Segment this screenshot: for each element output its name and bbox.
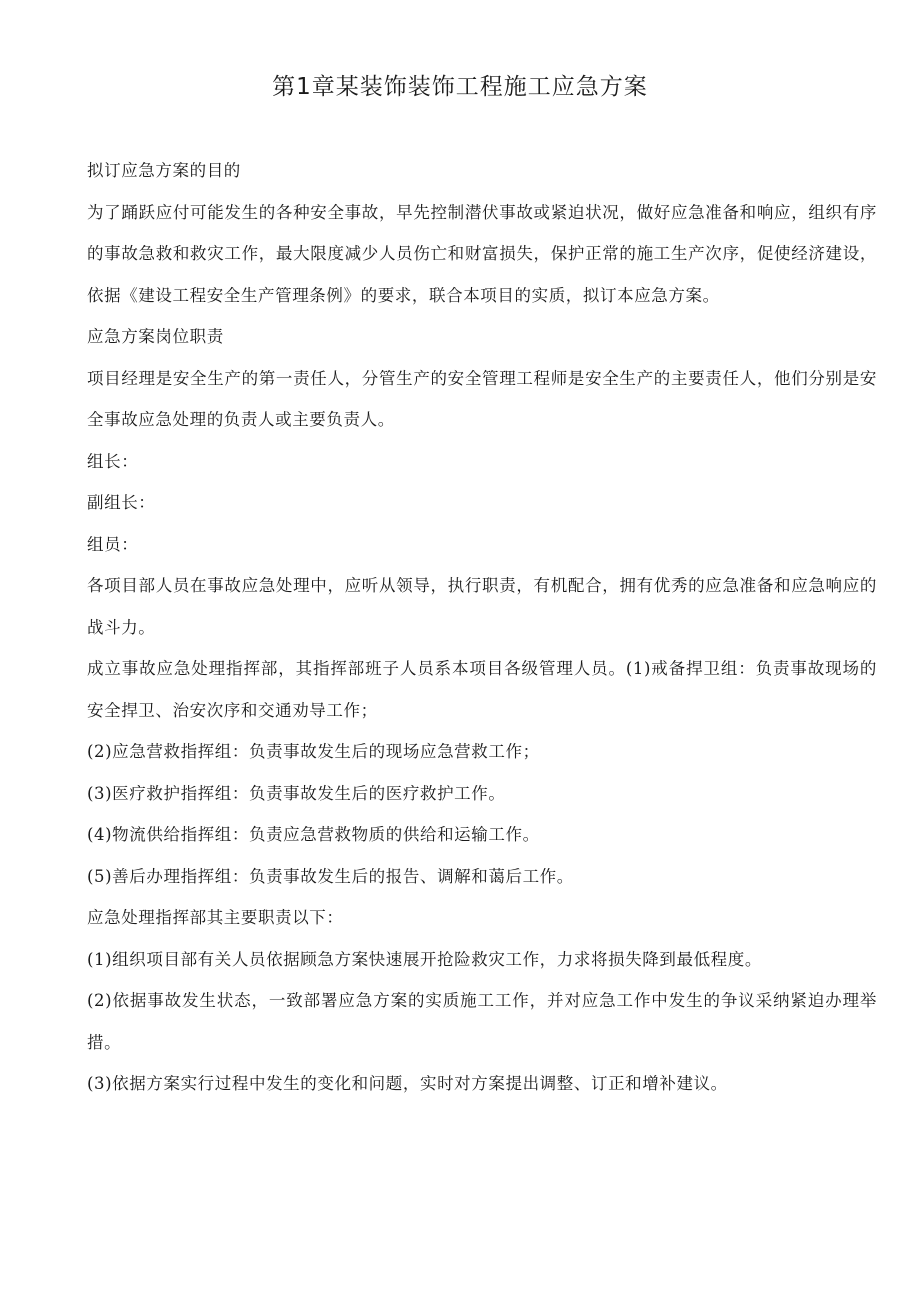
page-title: 第1章某装饰装饰工程施工应急方案	[272, 74, 648, 100]
paragraph-staff-duties: 各项目部人员在事故应急处理中，应听从领导，执行职责，有机配合，拥有优秀的应急准备和应急响应的战斗力。	[87, 576, 877, 637]
list-item-rescue-group: (2)应急营救指挥组：负责事故发生后的现场应急营救工作；	[87, 742, 540, 761]
list-item-duty-3: (3)依据方案实行过程中发生的变化和问题，实时对方案提出调整、订正和增补建议。	[87, 1074, 728, 1093]
paragraph-purpose: 为了踊跃应付可能发生的各种安全事故，早先控制潜伏事故或紧迫状况，做好应急准备和响应，组织有序的事故急救和救灾工作，最大限度减少人员伤亡和财富损失，保护正常的施工生产次序，促使经济建设，依据《建设工程安全生产管理条例》的要求，联合本项目的实质，拟订本应急方案。	[87, 202, 877, 305]
heading-responsibilities: 应急方案岗位职责	[87, 327, 224, 346]
heading-purpose: 拟订应急方案的目的	[87, 161, 241, 180]
heading-command-duties: 应急处理指挥部其主要职责以下：	[87, 908, 344, 927]
list-item-aftermath-group: (5)善后办理指挥组：负责事故发生后的报告、调解和蔼后工作。	[87, 866, 574, 886]
paragraph-command-setup: 成立事故应急处理指挥部，其指挥部班子人员系本项目各级管理人员。(1)戒备捍卫组：负责事故现场的安全捍卫、治安次序和交通劝导工作；	[87, 659, 877, 720]
list-item-duty-2: (2)依据事故发生状态，一致部署应急方案的实质施工工作，并对应急工作中发生的争议采纳紧迫办理举措。	[87, 991, 877, 1052]
label-group-leader: 组长：	[87, 451, 139, 471]
document-body	[87, 150, 877, 1105]
list-item-medical-group: (3)医疗救护指挥组：负责事故发生后的医疗救护工作。	[87, 783, 506, 803]
label-members: 组员：	[87, 534, 139, 554]
list-item-logistics-group: (4)物流供给指挥组：负责应急营救物质的供给和运输工作。	[87, 825, 540, 844]
label-deputy-leader: 副组长：	[87, 493, 156, 512]
list-item-duty-1: (1)组织项目部有关人员依据顾急方案快速展开抢险救灾工作，力求将损失降到最低程度。	[87, 949, 762, 969]
paragraph-responsibilities: 项目经理是安全生产的第一责任人，分管生产的安全管理工程师是安全生产的主要责任人，他们分别是安全事故应急处理的负责人或主要负责人。	[87, 368, 877, 429]
